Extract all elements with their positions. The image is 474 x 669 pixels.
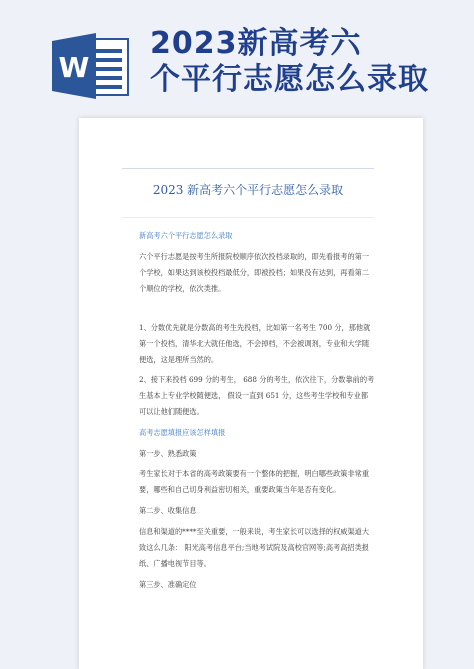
paragraph-5-block xyxy=(139,524,375,572)
paragraph-2: 1、分数优先就是分数高的考生先投档，比如第一名考生 700 分，那他就第一个投档，清华北大就任他选，不会掉档，不会被调剂，专业和大学随便选，这是理所当然的。 xyxy=(139,323,371,364)
svg-text:W: W xyxy=(58,51,90,84)
banner xyxy=(0,0,474,112)
step-1-block xyxy=(139,446,375,462)
paragraph-5: 信息和渠道的****至关重要，一般来说，考生家长可以选择的权威渠道大致这么几条： 阳光高考信息平台;当地考试院及高校官网等;高考高招类报纸、广播电视节目等。 xyxy=(139,527,370,568)
paragraph-3-block xyxy=(139,372,375,420)
paragraph-2-block xyxy=(139,320,375,368)
paragraph-1-block xyxy=(139,249,375,297)
document-subtitle: 新高考六个平行志愿怎么录取 xyxy=(139,231,233,240)
step-1-heading: 第一步、熟悉政策 xyxy=(139,449,197,458)
step-2-heading: 第二步、收集信息 xyxy=(139,506,197,515)
paragraph-4-block xyxy=(139,466,375,498)
banner-title xyxy=(150,26,429,98)
step-2-block xyxy=(139,503,375,519)
paragraph-4: 考生家长对于本省的高考政策要有一个整体的把握，明白哪些政策非常重要，哪些和自己切身利益密切相关，重要政策当年是否有变化。 xyxy=(139,469,370,494)
paragraph-3: 2、接下来投档 699 分的考生， 688 分的考生，依次往下，分数靠前的考生基本上专业学校随便选， 假设一直到 651 分，这些考生学校和专业都可以让他们随便选。 xyxy=(139,375,375,416)
step-3-heading: 第三步、准确定位 xyxy=(139,580,197,589)
step-3-block xyxy=(139,577,375,593)
word-document-icon xyxy=(52,31,132,101)
section-heading-block xyxy=(139,425,375,441)
section-heading: 高考志愿填报应该怎样填报 xyxy=(139,428,226,437)
document-body xyxy=(139,228,375,244)
document-title: 2023 新高考六个平行志愿怎么录取 xyxy=(152,183,344,197)
banner-title-line2: 个平行志愿怎么录取 xyxy=(150,62,429,97)
paragraph-1: 六个平行志愿是按考生所报院校顺序依次投档录取的，即先看报考的第一个学校，如果达到该校投档最低分，即被投档；如果没有达到，再看第二个顺位的学校，依次类推。 xyxy=(139,252,370,293)
document-header xyxy=(122,168,374,218)
banner-title-line1: 2023新高考六 xyxy=(150,26,362,61)
